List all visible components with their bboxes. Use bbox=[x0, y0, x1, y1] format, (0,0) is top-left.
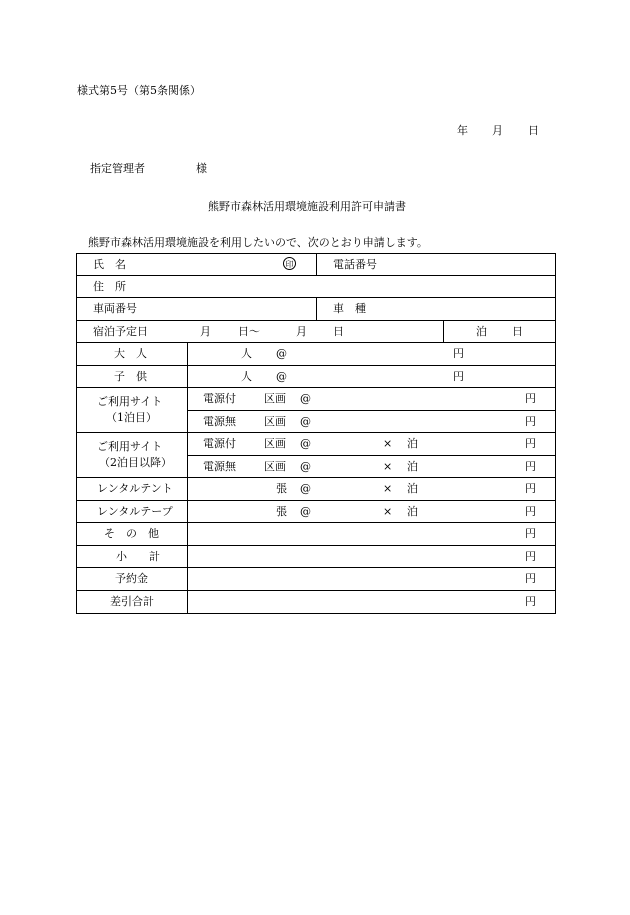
site2-powered-unit: 区画 bbox=[264, 437, 286, 450]
child-unit: 人 bbox=[241, 370, 252, 383]
stay-end-day: 日 bbox=[333, 325, 344, 338]
address-label: 住 所 bbox=[93, 280, 126, 293]
stay-days-label: 日 bbox=[512, 325, 523, 338]
row-divider bbox=[187, 410, 556, 411]
other-label: そ の 他 bbox=[104, 527, 159, 540]
row-divider bbox=[76, 320, 556, 321]
date-year-label: 年 bbox=[457, 124, 468, 137]
seal-mark: 印 bbox=[283, 257, 296, 270]
site1-unpowered-at: @ bbox=[300, 415, 311, 428]
rental-tarp-at: @ bbox=[300, 505, 311, 518]
site1-label-line2: （1泊目） bbox=[106, 411, 157, 424]
column-divider bbox=[443, 320, 444, 342]
total-yen: 円 bbox=[525, 595, 536, 608]
column-divider bbox=[316, 253, 317, 275]
site1-label-line1: ご利用サイト bbox=[97, 395, 163, 408]
row-divider bbox=[76, 545, 556, 546]
name-label: 氏 名 bbox=[93, 258, 126, 271]
site1-unpowered-type: 電源無 bbox=[203, 415, 236, 428]
site1-powered-unit: 区画 bbox=[264, 392, 286, 405]
vehicle-number-label: 車両番号 bbox=[93, 302, 137, 315]
rental-tent-yen: 円 bbox=[525, 482, 536, 495]
row-divider bbox=[76, 387, 556, 388]
addressee-honorific: 様 bbox=[196, 162, 207, 175]
adult-at: @ bbox=[276, 347, 287, 360]
rental-tarp-yen: 円 bbox=[525, 505, 536, 518]
date-month-label: 月 bbox=[492, 124, 503, 137]
site2-unpowered-type: 電源無 bbox=[203, 460, 236, 473]
page-title: 熊野市森林活用環境施設利用許可申請書 bbox=[208, 200, 406, 213]
site2-label-line2: （2泊目以降） bbox=[99, 456, 172, 469]
stay-nights-label: 泊 bbox=[476, 325, 487, 338]
rental-tent-nights: 泊 bbox=[407, 482, 418, 495]
site1-unpowered-unit: 区画 bbox=[264, 415, 286, 428]
site2-unpowered-nights: 泊 bbox=[407, 460, 418, 473]
site2-label-line1: ご利用サイト bbox=[97, 440, 163, 453]
row-divider bbox=[76, 275, 556, 276]
site2-powered-times: × bbox=[383, 437, 393, 450]
deposit-label: 予約金 bbox=[115, 572, 148, 585]
subtotal-label: 小 計 bbox=[116, 550, 160, 563]
adult-yen: 円 bbox=[453, 347, 464, 360]
adult-label: 大 人 bbox=[114, 347, 147, 360]
deposit-yen: 円 bbox=[525, 572, 536, 585]
intro-text: 熊野市森林活用環境施設を利用したいので、次のとおり申請します。 bbox=[88, 236, 428, 249]
rental-tent-at: @ bbox=[300, 482, 311, 495]
site2-powered-type: 電源付 bbox=[203, 437, 236, 450]
child-at: @ bbox=[276, 370, 287, 383]
row-divider bbox=[76, 342, 556, 343]
adult-unit: 人 bbox=[241, 347, 252, 360]
child-label: 子 供 bbox=[114, 370, 147, 383]
rental-tarp-unit: 張 bbox=[276, 505, 287, 518]
rental-tarp-label: レンタルテープ bbox=[97, 505, 173, 518]
vehicle-type-label: 車 種 bbox=[333, 302, 366, 315]
row-divider bbox=[76, 477, 556, 478]
site1-powered-yen: 円 bbox=[525, 392, 536, 405]
site2-powered-at: @ bbox=[300, 437, 311, 450]
phone-label: 電話番号 bbox=[333, 258, 377, 271]
child-yen: 円 bbox=[453, 370, 464, 383]
rental-tent-unit: 張 bbox=[276, 482, 287, 495]
rental-tarp-nights: 泊 bbox=[407, 505, 418, 518]
row-divider bbox=[76, 522, 556, 523]
site1-powered-at: @ bbox=[300, 392, 311, 405]
total-label: 差引合計 bbox=[110, 595, 154, 608]
site1-powered-type: 電源付 bbox=[203, 392, 236, 405]
rental-tarp-times: × bbox=[383, 505, 393, 518]
date-day-label: 日 bbox=[528, 124, 539, 137]
site2-unpowered-times: × bbox=[383, 460, 393, 473]
stay-start-day: 日～ bbox=[238, 325, 260, 338]
column-divider bbox=[187, 342, 188, 614]
row-divider bbox=[187, 455, 556, 456]
stay-end-month: 月 bbox=[296, 325, 307, 338]
row-divider bbox=[76, 567, 556, 568]
site2-unpowered-unit: 区画 bbox=[264, 460, 286, 473]
stay-dates-label: 宿泊予定日 bbox=[93, 325, 148, 338]
column-divider bbox=[316, 297, 317, 320]
form-number: 様式第5号（第5条関係） bbox=[77, 84, 201, 97]
row-divider bbox=[76, 432, 556, 433]
rental-tent-label: レンタルテント bbox=[97, 482, 173, 495]
row-divider bbox=[76, 365, 556, 366]
site2-powered-yen: 円 bbox=[525, 437, 536, 450]
addressee-name: 指定管理者 bbox=[90, 162, 145, 175]
rental-tent-times: × bbox=[383, 482, 393, 495]
row-divider bbox=[76, 590, 556, 591]
site2-unpowered-at: @ bbox=[300, 460, 311, 473]
site2-powered-nights: 泊 bbox=[407, 437, 418, 450]
row-divider bbox=[76, 500, 556, 501]
site2-unpowered-yen: 円 bbox=[525, 460, 536, 473]
subtotal-yen: 円 bbox=[525, 550, 536, 563]
site1-unpowered-yen: 円 bbox=[525, 415, 536, 428]
other-yen: 円 bbox=[525, 527, 536, 540]
stay-start-month: 月 bbox=[200, 325, 211, 338]
